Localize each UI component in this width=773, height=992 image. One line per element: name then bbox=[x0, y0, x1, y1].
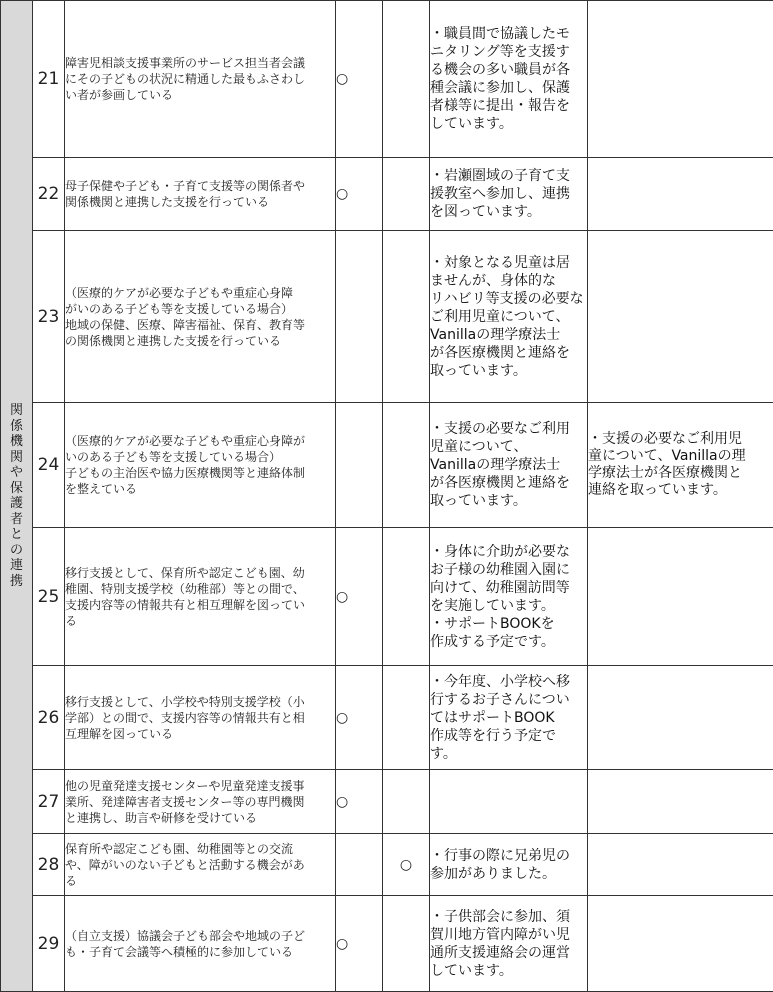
category-cell bbox=[1, 1, 33, 992]
item-description bbox=[65, 528, 336, 666]
table-row bbox=[1, 896, 773, 992]
table-row bbox=[1, 666, 773, 770]
additional-comment bbox=[588, 896, 773, 992]
text-line: いのある子ども等を支援している場合） bbox=[65, 450, 282, 464]
yes-mark: ○ bbox=[336, 1, 383, 158]
no-mark bbox=[383, 403, 430, 528]
item-description bbox=[65, 896, 336, 992]
table-body bbox=[1, 1, 773, 992]
text-line: 童について、Vanillaの理 bbox=[588, 448, 746, 464]
text-line: 通所支援連絡会の運営 bbox=[430, 944, 570, 961]
text-line: 母子保健や子ども・子育て支援等の関係者や bbox=[65, 179, 306, 193]
text-line: リハビリ等支援の必要な bbox=[430, 290, 584, 307]
text-line: 障害児相談支援事業所のサービス担当者会議 bbox=[65, 56, 306, 70]
text-line: を図っています。 bbox=[430, 204, 541, 220]
table-row bbox=[1, 834, 773, 896]
item-description bbox=[65, 666, 336, 770]
table-row bbox=[1, 158, 773, 231]
no-mark bbox=[383, 158, 430, 231]
text-line: 作成等を行う予定で bbox=[430, 727, 556, 744]
text-line: ・今年度、小学校へ移 bbox=[430, 673, 570, 690]
text-line: しています。 bbox=[430, 962, 513, 979]
text-line: と連携し、助言や研修を受けている bbox=[65, 810, 258, 825]
text-line: の関係機関と連携した支援を行っている bbox=[65, 333, 282, 348]
no-mark bbox=[383, 770, 430, 834]
text-line: （医療的ケアが必要な子どもや重症心身障 bbox=[65, 285, 294, 300]
improvement-comment bbox=[430, 896, 588, 992]
text-line: （自立支援）協議会子ども部会や地域の子ど bbox=[65, 928, 306, 943]
improvement-comment bbox=[430, 158, 588, 231]
item-number: 21 bbox=[33, 1, 65, 158]
additional-comment bbox=[588, 770, 773, 834]
text-line: す。 bbox=[430, 745, 457, 762]
text-line: 連絡を取っています。 bbox=[588, 482, 727, 498]
text-line: ・サポートBOOKを bbox=[430, 615, 555, 632]
item-number: 29 bbox=[33, 896, 65, 992]
improvement-comment bbox=[430, 1, 588, 158]
yes-mark: ○ bbox=[336, 666, 383, 770]
improvement-comment bbox=[430, 834, 588, 896]
item-description bbox=[65, 834, 336, 896]
text-line: 取っています。 bbox=[430, 362, 527, 379]
yes-mark bbox=[336, 403, 383, 528]
item-number: 28 bbox=[33, 834, 65, 896]
text-line: る機会の多い職員が各 bbox=[430, 62, 570, 78]
text-line: 支援内容等の情報共有と相互理解を図ってい bbox=[65, 597, 306, 612]
yes-mark bbox=[336, 834, 383, 896]
text-line: も・子育て会議等へ積極的に参加している bbox=[65, 944, 294, 959]
text-line: 学療法士が各医療機関と bbox=[588, 465, 742, 481]
additional-comment bbox=[588, 528, 773, 666]
text-line: ・職員間で協議したモ bbox=[430, 26, 570, 42]
text-line: ・子供部会に参加、須 bbox=[430, 908, 570, 925]
item-description bbox=[65, 231, 336, 403]
text-line: 種会議に参加し、保護 bbox=[430, 80, 570, 96]
text-line: や、障がいのない子どもと活動する機会があ bbox=[65, 857, 305, 872]
yes-mark: ○ bbox=[336, 896, 383, 992]
text-line: しています。 bbox=[430, 116, 513, 132]
improvement-comment bbox=[430, 528, 588, 666]
text-line: 子どもの主治医や協力医療機関等と連絡体制 bbox=[65, 466, 306, 480]
text-line: 移行支援として、小学校や特別支援学校（小 bbox=[65, 694, 305, 709]
table-row bbox=[1, 231, 773, 403]
text-line: 関係機関と連携した支援を行っている bbox=[65, 195, 270, 209]
yes-mark bbox=[336, 231, 383, 403]
text-line: にその子どもの状況に精通した最もふさわし bbox=[65, 72, 306, 86]
text-line: ・行事の際に兄弟児の bbox=[430, 847, 570, 864]
text-line: ・支援の必要なご利用 bbox=[430, 421, 570, 437]
text-line: 児童について、 bbox=[430, 439, 528, 455]
text-line: ・支援の必要なご利用児 bbox=[588, 431, 742, 447]
no-mark bbox=[383, 231, 430, 403]
text-line: ニタリング等を支援す bbox=[430, 44, 570, 60]
no-mark bbox=[383, 528, 430, 666]
text-line: い者が参画している bbox=[65, 88, 174, 102]
text-line: る bbox=[65, 873, 78, 888]
no-mark bbox=[383, 896, 430, 992]
item-number: 23 bbox=[33, 231, 65, 403]
improvement-comment bbox=[430, 770, 588, 834]
improvement-comment bbox=[430, 403, 588, 528]
text-line: 業所、発達障害者支援センター等の専門機関 bbox=[65, 794, 305, 809]
category-label: 関係機関や保護者との連携 bbox=[9, 403, 23, 589]
item-number: 24 bbox=[33, 403, 65, 528]
text-line: 移行支援として、保育所や認定こども園、幼 bbox=[65, 565, 305, 580]
additional-comment bbox=[588, 834, 773, 896]
item-description bbox=[65, 403, 336, 528]
text-line: 学部）との間で、支援内容等の情報共有と相 bbox=[65, 710, 305, 725]
text-line: ・岩瀬圏域の子育て支 bbox=[430, 168, 570, 184]
no-mark bbox=[383, 666, 430, 770]
yes-mark: ○ bbox=[336, 770, 383, 834]
item-number: 26 bbox=[33, 666, 65, 770]
text-line: 地域の保健、医療、障害福祉、保育、教育等 bbox=[65, 317, 306, 332]
no-mark: ○ bbox=[383, 834, 430, 896]
text-line: ・対象となる児童は居 bbox=[430, 254, 570, 271]
text-line: ・身体に介助が必要な bbox=[430, 543, 570, 560]
item-description bbox=[65, 158, 336, 231]
text-line: Vanillaの理学療法士 bbox=[430, 326, 561, 343]
additional-comment bbox=[588, 666, 773, 770]
text-line: Vanillaの理学療法士 bbox=[430, 457, 561, 473]
additional-comment bbox=[588, 231, 773, 403]
text-line: が各医療機関と連絡を bbox=[430, 475, 570, 491]
text-line: 賀川地方管内障がい児 bbox=[430, 926, 570, 943]
yes-mark: ○ bbox=[336, 528, 383, 666]
additional-comment bbox=[588, 403, 773, 528]
text-line: お子様の幼稚園入園に bbox=[430, 561, 570, 578]
text-line: （医療的ケアが必要な子どもや重症心身障が bbox=[65, 434, 306, 448]
yes-mark: ○ bbox=[336, 158, 383, 231]
text-line: 援教室へ参加し、連携 bbox=[430, 186, 570, 202]
text-line: 参加がありました。 bbox=[430, 865, 556, 882]
text-line: 保育所や認定こども園、幼稚園等との交流 bbox=[65, 841, 294, 856]
additional-comment bbox=[588, 158, 773, 231]
text-line: 取っています。 bbox=[430, 493, 527, 509]
text-line: が各医療機関と連絡を bbox=[430, 344, 570, 361]
additional-comment bbox=[588, 1, 773, 158]
table-row bbox=[1, 770, 773, 834]
table-row bbox=[1, 528, 773, 666]
item-number: 27 bbox=[33, 770, 65, 834]
item-description bbox=[65, 770, 336, 834]
text-line: がいのある子ども等を支援している場合） bbox=[65, 301, 294, 316]
item-number: 22 bbox=[33, 158, 65, 231]
no-mark bbox=[383, 1, 430, 158]
table-row bbox=[1, 403, 773, 528]
improvement-comment bbox=[430, 666, 588, 770]
text-line: を実施しています。 bbox=[430, 597, 555, 614]
text-line: ませんが、身体的な bbox=[430, 272, 556, 289]
table-row bbox=[1, 1, 773, 158]
item-description bbox=[65, 1, 336, 158]
text-line: 作成する予定です。 bbox=[430, 633, 555, 650]
text-line: を整えている bbox=[65, 482, 138, 496]
text-line: 行するお子さんについ bbox=[430, 691, 570, 708]
text-line: る bbox=[65, 613, 78, 628]
text-line: ご利用児童について、 bbox=[430, 308, 570, 325]
text-line: 互理解を図っている bbox=[65, 726, 174, 741]
text-line: 稚園、特別支援学校（幼稚部）等との間で、 bbox=[65, 581, 305, 596]
improvement-comment bbox=[430, 231, 588, 403]
text-line: 向けて、幼稚園訪問等 bbox=[430, 579, 570, 596]
text-line: 者様等に提出・報告を bbox=[430, 98, 570, 114]
text-line: てはサポートBOOK bbox=[430, 709, 555, 726]
text-line: 他の児童発達支援センターや児童発達支援事 bbox=[65, 778, 305, 793]
item-number: 25 bbox=[33, 528, 65, 666]
